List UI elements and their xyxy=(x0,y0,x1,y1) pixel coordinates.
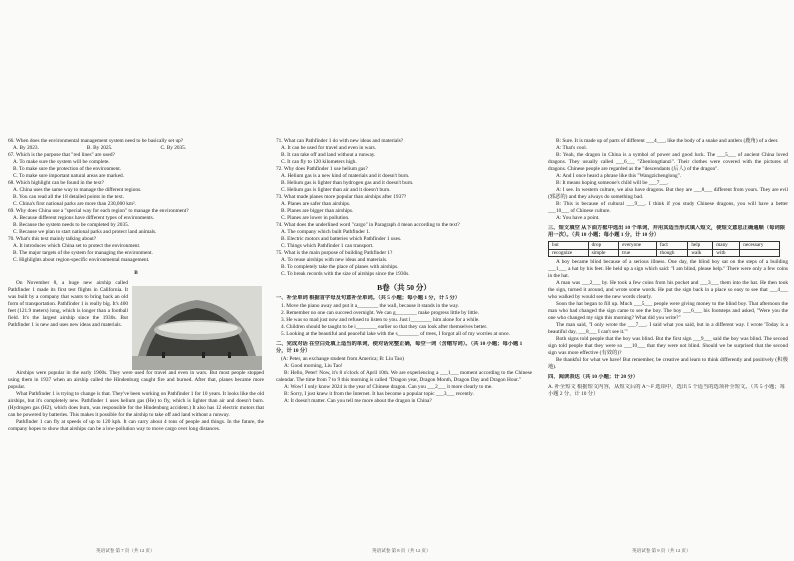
option: C. Because we plan to start national parks and protect land animals. xyxy=(13,229,157,235)
option: C. Things which Pathfinder 1 can transport. xyxy=(281,243,374,249)
option: A. To reuse airships with new ideas and materials. xyxy=(281,257,388,263)
option-row xyxy=(8,145,264,152)
option: B. The major targets of the system for managing the environment. xyxy=(13,250,153,256)
option: A. To make sure the system will be complete. xyxy=(13,159,110,165)
option: A. Planes are safer than airships. xyxy=(281,201,351,207)
fill-in-sentence: 2. Remember no one can succeed overnight. We can g________ make progress little by little. xyxy=(281,310,479,316)
fill-in-sentence: 5. Looking at the beautiful and peaceful lake with the s________ of trees, I forgot all of my worries at once. xyxy=(281,331,510,337)
passage-paragraph: The man said, "I only wrote the ___7___. I said what you said, but in a different way. I wrote 'Today is a beautiful day, ___8___ I can't see it.'" xyxy=(548,322,788,336)
article-b xyxy=(8,280,264,370)
word-box-cell: though xyxy=(657,249,688,257)
dialog-line: B: This is because of cultural ___9___. I think if you study Chinese dragons, you will have a better ___10___ of Chinese culture. xyxy=(548,201,788,214)
word-box-cell: drop xyxy=(588,242,618,250)
footer-page-9: 英语试卷 第 9 页（共 12 页） xyxy=(632,548,691,553)
option: B. Helium gas is lighter than hydrogen gas and it doesn't burn. xyxy=(281,180,414,186)
option: B. Planes are bigger than airships. xyxy=(281,208,354,214)
question-stem: 68. Which highlight can be found in the text? xyxy=(8,180,104,186)
word-box-cell: recognize xyxy=(549,249,589,257)
passage-paragraph: A man was ___2___ by. He took a few coins from his pocket and ___3___ them into the hat. He then took the sign, turned it around, and wrote some words. He put the sign back in a place so easy to see that ___4___ who walked by would see the new words clearly. xyxy=(548,280,788,301)
part2-dialog xyxy=(276,363,532,405)
questions-71-75 xyxy=(276,138,532,278)
dialog-line: A: It doesn't matter. Can you tell me more about the dragon in China? xyxy=(284,398,432,404)
passage-paragraph: Be thankful for what we have! But remember, be creative and learn to think differently and positively (积极地). xyxy=(548,357,788,371)
word-box-cell xyxy=(740,249,780,257)
option: C. To break records with the size of airships since the 1930s. xyxy=(281,271,410,277)
question-stem: 72. Why does Pathfinder 1 use helium gas? xyxy=(276,166,368,172)
dialog-line: B: Sure. It is made up of parts of different ___4___, like the body of a snake and antlers (鹿角) of a deer. xyxy=(556,138,779,144)
passage-paragraph: A boy became blind because of a serious illness. One day, the blind boy sat on the steps of a building ___1___ a hat by his feet. He held up a sign which said: "I am blind, please help." There were only a few coins in the hat. xyxy=(548,259,788,280)
dialog-line: A: And I once heard a phrase like this "Wangzichenglong". xyxy=(556,173,682,179)
word-box-cell: walk xyxy=(688,249,713,257)
option: A. The company which built Pathfinder 1. xyxy=(281,229,371,235)
article-paragraph: What Pathfinder 1 is trying to change is that. They've been working on Pathfinder 1 for 10 years. It looks like the old airships, but it's completely new. Pathfinder 1 uses helium gas (He) to fly, which is lighter than air and doesn't burn. (Hydrogen gas (H2), which does burn, was responsible for the Hindenburg accident.) It also has 12 electric motors that can be powered by batteries. This makes it possible for the airship to take off and land without a runway. xyxy=(8,391,264,418)
column-page-7 xyxy=(8,138,264,433)
word-box-cell: many xyxy=(713,242,740,250)
article-paragraphs xyxy=(8,370,264,433)
option: C. Helium gas is lighter than air and it doesn't burn. xyxy=(281,187,391,193)
article-paragraph-1: On November 8, a huge new airship called Pathfinder 1 made its first test flights in California. It was built by a company that wants to bring back an old form of transportation. Pathfinder 1 is really big. It's 400 feet (121.9 meters) long, which is longer than a football field. It's the largest airship since the 1930s. But Pathfinder 1 is new and uses new ideas and materials. xyxy=(8,280,128,328)
airship-photo xyxy=(132,286,262,370)
dialog-line: B: It means hoping someone's child will be ___7___. xyxy=(556,180,669,186)
part1-heading: 一、补全单词 根据首字母及句意补全单词。（共 5 小题；每小题 1 分，计 5 分） xyxy=(276,295,461,301)
dialog-continued xyxy=(548,138,788,222)
option: A. China uses the same way to manage the different regions. xyxy=(13,187,142,193)
option: B. Electric motors and batteries which Pathfinder 1 uses. xyxy=(281,236,402,242)
question-stem: 75. What is the main purpose of building Pathfinder 1? xyxy=(276,250,393,256)
option: B. Because the system needs to be completed by 2035. xyxy=(13,222,130,228)
question-stem: 66. When does the environmental management system need to be basically set up? xyxy=(8,138,184,144)
dialog-line: A: That's cool. xyxy=(556,145,588,151)
footer-page-8: 英语试卷 第 8 页（共 12 页） xyxy=(372,548,431,553)
word-box-cell: everyone xyxy=(619,242,657,250)
word-box-cell: true xyxy=(619,249,657,257)
fill-in-sentence: 3. He was so mad just now and refused to listen to you. Just l________ him alone for a while. xyxy=(281,317,480,323)
dialog-line: B: Hello, Peter! Now, it's 8 o'clock of April 10th. We are experiencing a ___1___ moment according to the Chinese calendar. The time from 7 to 9 this morning is called "Dragon year, Dragon Month, Dragon Day and Dragon Hour." xyxy=(276,370,532,383)
dialog-line: B: Sorry, I just knew it from the Internet. It has become a popular topic ___3___ recently. xyxy=(284,391,474,397)
word-box-row xyxy=(549,249,780,257)
part1-lines xyxy=(276,303,532,338)
passage-paragraph: Soon the hat began to fill up. Much ___5___ people were giving money to the blind boy. That afternoon the man who had changed the sign came to see the boy. The boy ___6___ his footsteps and asked, "Were you the one who changed my sign this morning? What did you write?" xyxy=(548,301,788,322)
passage-paragraph: Both signs told people that the boy was blind. But the first sign ___9___ said the boy was blind. The second sign told people that they were so ___10___ that they were not blind. Should we be surprised that the second sign was more effective (有效的)? xyxy=(548,336,788,357)
option: A. By 2023. xyxy=(13,145,39,151)
question-stem: 73. What made planes more popular than airships after 1937? xyxy=(276,194,407,200)
word-box-cell: simple xyxy=(588,249,618,257)
word-box-cell: but xyxy=(549,242,589,250)
part2-heading: 二、完成对话 在空白处填上适当的单词，使对话完整正确，每空一词（含缩写词）。（共 10 小题；每小题 1 分，计 10 分） xyxy=(276,341,523,354)
column-page-8 xyxy=(276,138,532,405)
option: B. To completely take the place of planes with airships. xyxy=(281,264,399,270)
word-box-cell: fact xyxy=(657,242,688,250)
part2-intro: (A: Peter, an exchange student from America; B: Liu Tao) xyxy=(281,356,404,362)
option: B. By 2025. xyxy=(86,145,113,151)
section-b-title: B卷（共 50 分） xyxy=(377,283,431,292)
fill-in-sentence: 4. Children should be taught to be i________ earlier so that they can look after themselves better. xyxy=(281,324,488,330)
article-paragraph: Airships were popular in the early 1900s. They were used for travel and even in wars. But most people stopped using them in 1937 when an airship called the Hindenburg caught fire and burned. After that, planes became more popular. xyxy=(8,370,264,390)
question-stem: 74. What does the underlined word "cargo" in Paragraph 4 mean according to the text? xyxy=(276,222,460,228)
word-box-cell: with xyxy=(713,249,740,257)
airship-hangar-icon xyxy=(132,286,262,370)
footer-page-7: 英语试卷 第 7 页（共 12 页） xyxy=(96,548,155,553)
option: A. Because different regions have different types of environments. xyxy=(13,215,155,221)
dialog-line: A: Wow! I only know 2024 is the year of Chinese dragon. Can you ___2___ it more clearly to me. xyxy=(284,384,493,390)
option: C. Planes are lower in pollution. xyxy=(281,215,350,221)
option: C. Highlights about region-specific environmental management. xyxy=(13,257,150,263)
article-paragraph: Pathfinder 1 can fly at speeds of up to 120 kph. It can carry about 4 tons of people and things. In the future, the company hopes to show that airships can be a low-pollution way to move cargo over long distances. xyxy=(8,419,264,432)
option: B. To make sure the protection of the environment. xyxy=(13,166,122,172)
option: C. To make sure important natural areas are marked. xyxy=(13,173,125,179)
column-page-9 xyxy=(548,138,788,399)
option: C. It can fly to 120 kilometers high. xyxy=(281,159,357,165)
fill-in-sentence: 1. Move the piano away and put it a________ the wall, because it stands in the way. xyxy=(281,303,460,309)
part4a-heading: A. 补全短文 根据短文内容，从短文后的 A～F 选项中，选出 5 个适当的选项补全短文。（共 5 小题；每小题 2 分，计 10 分） xyxy=(548,384,786,398)
part3-heading: 三、短文填空 从下面方框中选出 10 个单词，并用其适当形式填入短文，使短文意思正确通顺（每词限用一次）。（共 10 小题；每小题 1 分，计 10 分） xyxy=(548,225,786,238)
option: B. You can read all the 18 detailed points in the text. xyxy=(13,194,124,200)
part3-passage xyxy=(548,259,788,371)
option: A. It introduces which China set to protect the environment. xyxy=(13,243,141,249)
questions-66-70 xyxy=(8,138,264,264)
option: C. China's first national parks are more than 230,000 km². xyxy=(13,201,136,207)
dialog-line: A: You have a point. xyxy=(556,215,600,221)
dialog-line: B: Yeah, the dragon in China is a symbol of power and good luck. The ___5___ of ancient China loved dragons. They usually called ___6___ "Zhenlongtianzi". Their clothes were covered with the pictures of dragons. Chinese people are regarded as the "descendants (后人) of the dragon". xyxy=(548,152,788,172)
question-stem: 70. What's this text mainly talking about? xyxy=(8,236,97,242)
word-box-cell: necessary xyxy=(740,242,780,250)
question-stem: 67. Which is the purpose that "red lines" are used? xyxy=(8,152,115,158)
dialog-line: A: I see. In western culture, we also have dragons. But they are ___8___ different from yours. They are evil (邪恶的) and they always do something bad. xyxy=(548,187,788,200)
option: C. By 2035. xyxy=(160,145,187,151)
article-b-label: B xyxy=(134,270,138,276)
word-box-cell: help xyxy=(688,242,713,250)
question-stem: 69. Why does China use a "special way for each region" to manage the environment? xyxy=(8,208,189,214)
option: A. It can be used for travel and even in wars. xyxy=(281,145,377,151)
question-stem: 71. What can Pathfinder 1 do with new ideas and materials? xyxy=(276,138,404,144)
part4-heading: 四、阅读表达（共 10 小题；计 20 分） xyxy=(548,374,639,381)
option: B. It can take off and land without a runway. xyxy=(281,152,376,158)
dialog-line: A: Good morning, Liu Tao! xyxy=(284,363,343,369)
word-box-row xyxy=(549,242,780,250)
option: A. Helium gas is a new kind of materials and it doesn't burn. xyxy=(281,173,410,179)
word-box xyxy=(548,241,780,257)
